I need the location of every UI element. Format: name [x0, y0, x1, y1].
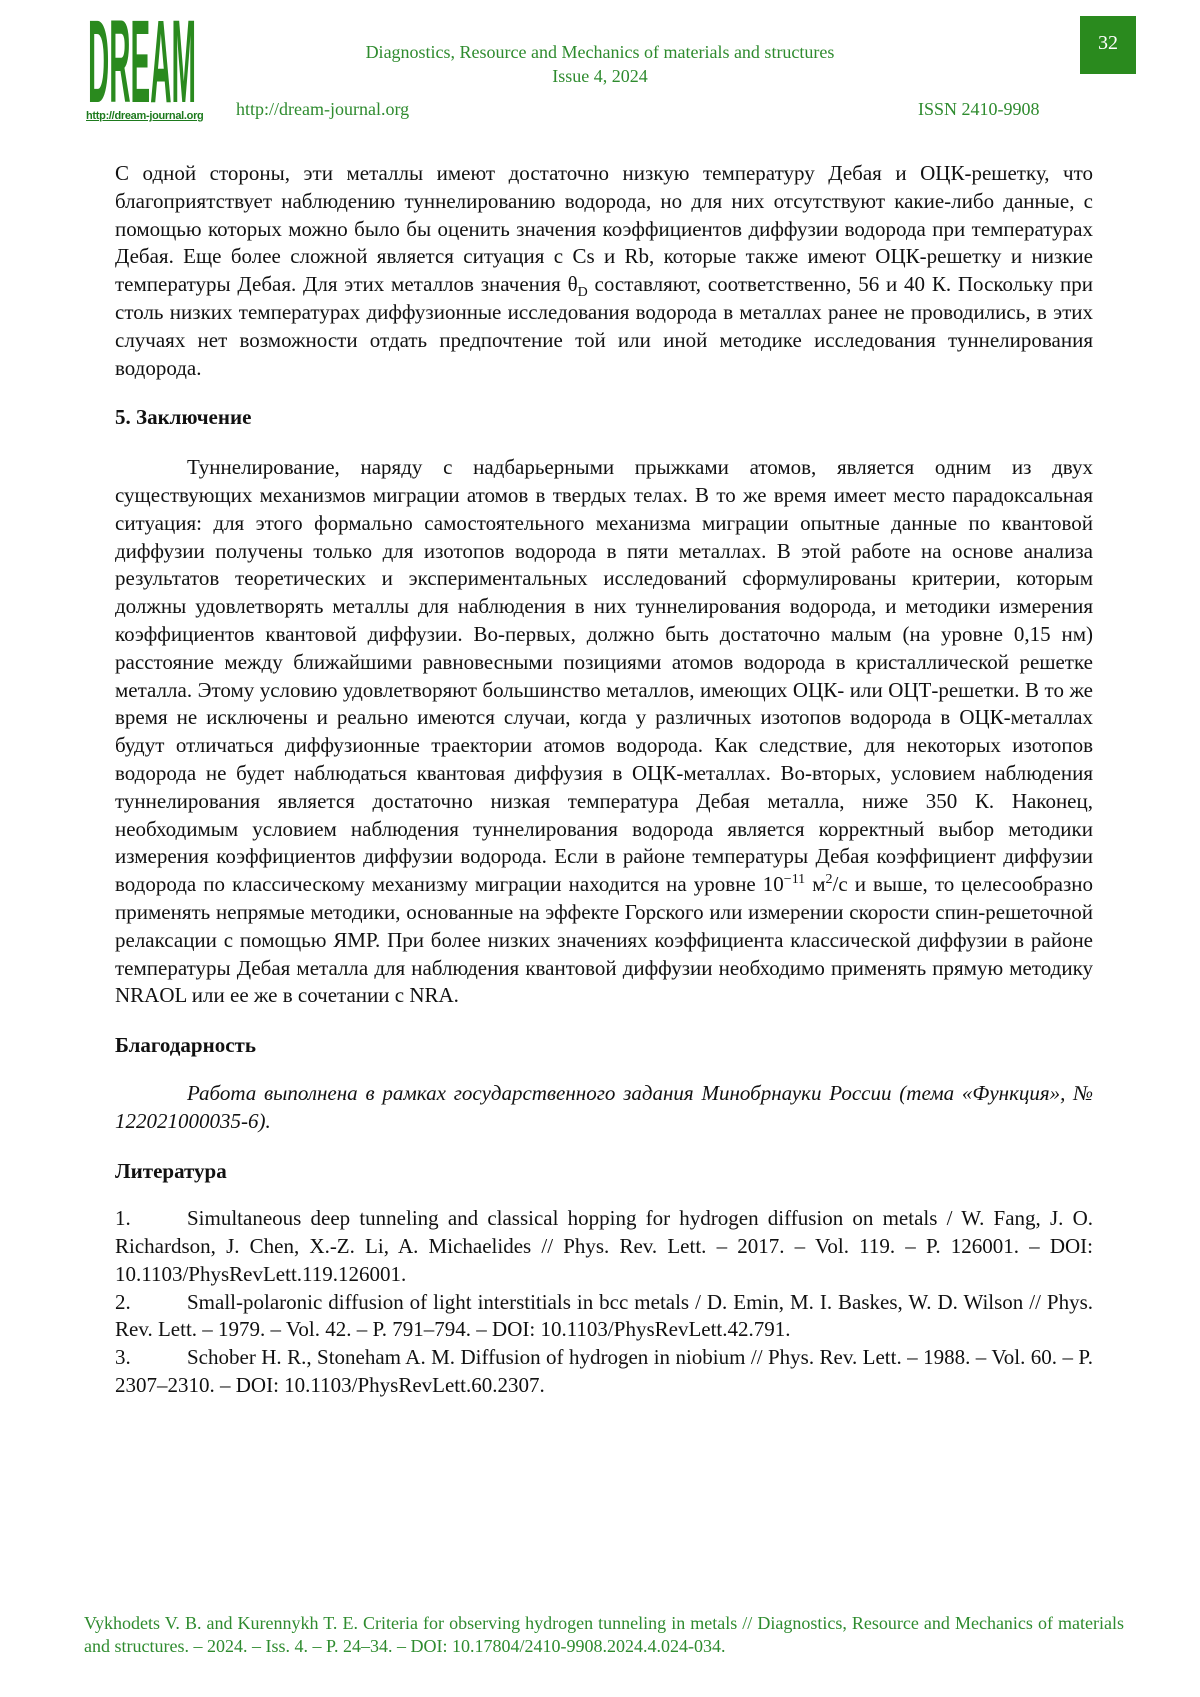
- reference-number: 3.: [115, 1345, 131, 1370]
- subscript-d: D: [577, 285, 588, 301]
- reference-number: 2.: [115, 1289, 131, 1314]
- page-number: 32: [1098, 32, 1118, 54]
- logo-lettering: DREAM: [88, 14, 196, 110]
- reference-number: 1.: [115, 1206, 131, 1231]
- site-url-link[interactable]: http://dream-journal.org: [236, 99, 410, 119]
- logo-url[interactable]: http://dream-journal.org: [86, 110, 204, 122]
- paragraph-text: Туннелирование, наряду с надбарьерными прыжками атомов, является одним из двух существующих механизмов миграции атомов в твердых телах. В то же время имеет место парадоксальная ситуация: для этого формально самостоятельного механизма миграции опытные данные по квантовой диффузии получены только для изотопов водорода в пяти металлах. В этой работе на основе анализа результатов теоретических и экспериментальных исследований сформулированы критерии, которым должны удовлетворять металлы для наблюдения в них туннелирования водорода, и методики измерения коэффициентов квантовой диффузии. Во-первых, должно быть достаточно малым (на уровне 0,15 нм) расстояние между ближайшими равновесными позициями атомов водорода в кристаллической решетке металла. Этому условию удовлетворяют большинство металлов, имеющих ОЦК- или ОЦТ-решетки. В то же время не исключены и реально имеются случаи, когда у различных изотопов водорода в ОЦК-металлах будут отличаться диффузионные траектории атомов водорода. Как следствие, для некоторых изотопов водорода не будет наблюдаться квантовая диффузия в ОЦК-металлах. Во-вторых, условием наблюдения туннелирования является достаточно низкая температура Дебая металла, ниже 350 К. Наконец, необходимым условием наблюдения туннелирования водорода является корректный выбор методики измерения коэффициентов диффузии водорода. Если в районе температуры Дебая коэффициент диффузии водорода по классическому механизму миграции находится на уровне 10: [115, 455, 1093, 897]
- paragraph-text: м: [805, 872, 826, 897]
- reference-list: [115, 1205, 1093, 1400]
- journal-name: Diagnostics, Resource and Mechanics of materials and structures: [365, 42, 835, 62]
- journal-issue: Issue 4, 2024: [552, 66, 648, 86]
- reference-item: [115, 1344, 1093, 1400]
- paragraph-conclusion: [115, 454, 1093, 1010]
- paragraph-text: /с и выше, то целесообразно применять непрямые методики, основанные на эффекте Горского или измерении скорости спин-решеточной релаксации с помощью ЯМР. При более низких значениях коэффициента классической диффузии в районе температуры Дебая металла для наблюдения квантовой диффузии необходимо применять прямую методику NRAOL или ее же в сочетании с NRA.: [115, 872, 1093, 1008]
- article-body: [115, 160, 1093, 1400]
- dream-logo-icon: [86, 14, 198, 110]
- reference-text: Small-polaronic diffusion of light interstitials in bcc metals / D. Emin, M. I. Baskes, W. D. Wilson // Phys. Rev. Lett. – 1979. – Vol. 42. – P. 791–794. – DOI: 10.1103/PhysRevLett.42.791.: [115, 1289, 1093, 1342]
- reference-item: [115, 1205, 1093, 1288]
- section-heading-conclusion: 5. Заключение: [115, 405, 252, 430]
- paragraph-text: С одной стороны, эти металлы имеют достаточно низкую температуру Дебая и ОЦК-решетку, что благоприятствует наблюдению туннелированию водорода, но для них отсутствуют какие-либо данные, с помощью которых можно было бы оценить значения коэффициентов диффузии водорода при температурах Дебая. Еще более сложной является ситуация с Cs и Rb, которые также имеют ОЦК-решетку и низкие температуры Дебая. Для этих металлов значения θ: [115, 161, 1093, 297]
- page-number-badge: [1080, 16, 1136, 74]
- paragraph-intro: [115, 160, 1093, 382]
- paragraph-acknowledgement: Работа выполнена в рамках государственного задания Минобрнауки России (тема «Функция», № 122021000035-6).: [115, 1080, 1093, 1133]
- reference-text: Simultaneous deep tunneling and classical hopping for hydrogen diffusion on metals / W. Fang, J. O. Richardson, J. Chen, X.-Z. Li, A. Michaelides // Phys. Rev. Lett. – 2017. – Vol. 119. – P. 126001. – DOI: 10.1103/PhysRevLett.119.126001.: [115, 1206, 1093, 1286]
- footer-citation: Vykhodets V. B. and Kurennykh T. E. Criteria for observing hydrogen tunneling in metals // Diagnostics, Resource and Mechanics of materials and structures. – 2024. – Iss. 4. – P. 24–34. – DOI: 10.17804/2410-9908.2024.4.024-034.: [84, 1613, 1124, 1656]
- issn-label: ISSN 2410-9908: [918, 99, 1040, 119]
- reference-item: [115, 1289, 1093, 1345]
- superscript-exponent: −11: [783, 872, 806, 888]
- section-heading-references: Литература: [115, 1158, 227, 1183]
- superscript-square: 2: [825, 872, 833, 888]
- reference-text: Schober H. R., Stoneham A. M. Diffusion of hydrogen in niobium // Phys. Rev. Lett. – 1988. – Vol. 60. – P. 2307–2310. – DOI: 10.1103/PhysRevLett.60.2307.: [115, 1345, 1093, 1398]
- paragraph-text: составляют, соответственно, 56 и 40 К. Поскольку при столь низких температурах диффузионные исследования водорода в металлах ранее не проводились, в этих случаях нет возможности отдать предпочтение той или иной методике исследования туннелирования водорода.: [115, 272, 1093, 380]
- journal-title: [330, 40, 870, 88]
- section-heading-acknowledgement: Благодарность: [115, 1033, 256, 1058]
